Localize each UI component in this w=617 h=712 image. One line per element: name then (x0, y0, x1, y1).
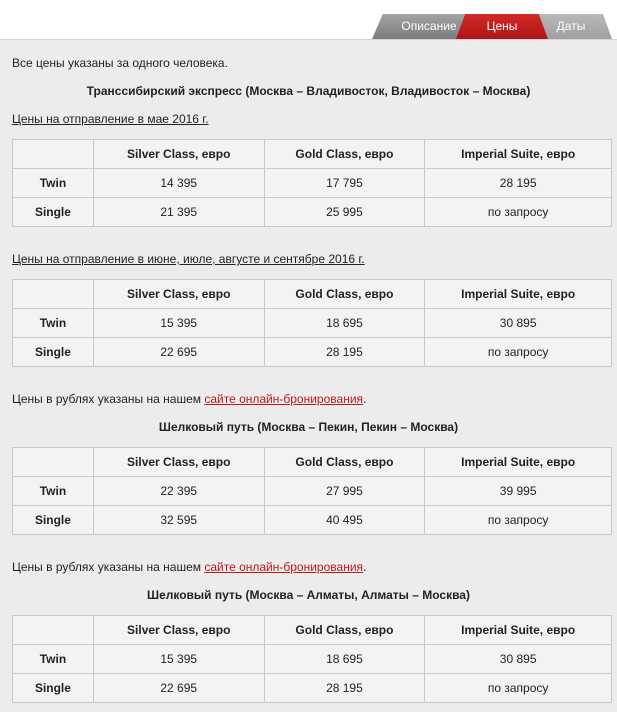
table-header-row (13, 616, 612, 645)
table-row (13, 169, 612, 198)
price-gold: 18 695 (264, 645, 425, 674)
header-imperial: Imperial Suite, евро (425, 140, 612, 169)
row-type: Single (13, 674, 94, 703)
price-gold: 27 995 (264, 477, 425, 506)
price-table-beijing (12, 447, 612, 535)
header-silver: Silver Class, евро (93, 616, 264, 645)
header-empty (13, 140, 94, 169)
header-silver: Silver Class, евро (93, 280, 264, 309)
price-imperial: 30 895 (425, 645, 612, 674)
table-header-row (13, 140, 612, 169)
header-empty (13, 448, 94, 477)
rub-note-text: Цены в рублях указаны на нашем (12, 392, 205, 406)
price-gold: 40 495 (264, 506, 425, 535)
table-row (13, 674, 612, 703)
header-imperial: Imperial Suite, евро (425, 616, 612, 645)
price-imperial: по запросу (425, 506, 612, 535)
header-imperial: Imperial Suite, евро (425, 280, 612, 309)
header-gold: Gold Class, евро (264, 280, 425, 309)
rub-note-2 (12, 560, 366, 574)
subheading-summer: Цены на отправление в июне, июле, августе и сентябре 2016 г. (12, 252, 365, 266)
section-title-transsib: Транссибирский экспресс (Москва – Владивосток, Владивосток – Москва) (86, 84, 531, 98)
row-type: Single (13, 506, 94, 535)
header-empty (13, 616, 94, 645)
section-title-silk-almaty: Шелковый путь (Москва – Алматы, Алматы – Москва) (147, 588, 470, 602)
price-silver: 32 595 (93, 506, 264, 535)
section-title-silk-beijing: Шелковый путь (Москва – Пекин, Пекин – Москва) (158, 420, 459, 434)
table-row (13, 645, 612, 674)
table-row (13, 477, 612, 506)
tab-prices-label: Цены (486, 19, 518, 33)
tab-bar (372, 14, 612, 39)
rub-note-end: . (363, 392, 367, 406)
header-silver: Silver Class, евро (93, 448, 264, 477)
price-table-may (12, 139, 612, 227)
header-gold: Gold Class, евро (264, 616, 425, 645)
booking-site-link[interactable]: сайте онлайн-бронирования (204, 560, 364, 574)
booking-site-link[interactable]: сайте онлайн-бронирования (204, 392, 364, 406)
price-table-almaty (12, 615, 612, 703)
table-row (13, 309, 612, 338)
table-row (13, 506, 612, 535)
price-imperial: 28 195 (425, 169, 612, 198)
prices-panel (0, 39, 617, 712)
price-imperial: по запросу (425, 674, 612, 703)
header-silver: Silver Class, евро (93, 140, 264, 169)
price-imperial: по запросу (425, 198, 612, 227)
tab-dates-label: Даты (556, 19, 586, 33)
row-type: Twin (13, 169, 94, 198)
intro-text: Все цены указаны за одного человека. (12, 56, 228, 70)
price-silver: 21 395 (93, 198, 264, 227)
tab-prices[interactable] (456, 14, 548, 39)
rub-note-1 (12, 392, 366, 406)
table-row (13, 338, 612, 367)
price-silver: 22 395 (93, 477, 264, 506)
price-silver: 22 695 (93, 674, 264, 703)
price-gold: 17 795 (264, 169, 425, 198)
rub-note-end: . (363, 560, 367, 574)
subheading-may: Цены на отправление в мае 2016 г. (12, 112, 209, 126)
row-type: Single (13, 338, 94, 367)
price-silver: 15 395 (93, 309, 264, 338)
price-imperial: 30 895 (425, 309, 612, 338)
row-type: Twin (13, 477, 94, 506)
price-gold: 28 195 (264, 674, 425, 703)
price-silver: 14 395 (93, 169, 264, 198)
header-imperial: Imperial Suite, евро (425, 448, 612, 477)
header-gold: Gold Class, евро (264, 448, 425, 477)
price-table-summer (12, 279, 612, 367)
price-imperial: 39 995 (425, 477, 612, 506)
tab-description-label: Описание (401, 19, 457, 33)
header-gold: Gold Class, евро (264, 140, 425, 169)
rub-note-text: Цены в рублях указаны на нашем (12, 560, 205, 574)
table-header-row (13, 448, 612, 477)
header-empty (13, 280, 94, 309)
row-type: Single (13, 198, 94, 227)
row-type: Twin (13, 309, 94, 338)
price-gold: 18 695 (264, 309, 425, 338)
price-gold: 25 995 (264, 198, 425, 227)
price-imperial: по запросу (425, 338, 612, 367)
table-row (13, 198, 612, 227)
price-gold: 28 195 (264, 338, 425, 367)
price-silver: 22 695 (93, 338, 264, 367)
row-type: Twin (13, 645, 94, 674)
table-header-row (13, 280, 612, 309)
price-silver: 15 395 (93, 645, 264, 674)
